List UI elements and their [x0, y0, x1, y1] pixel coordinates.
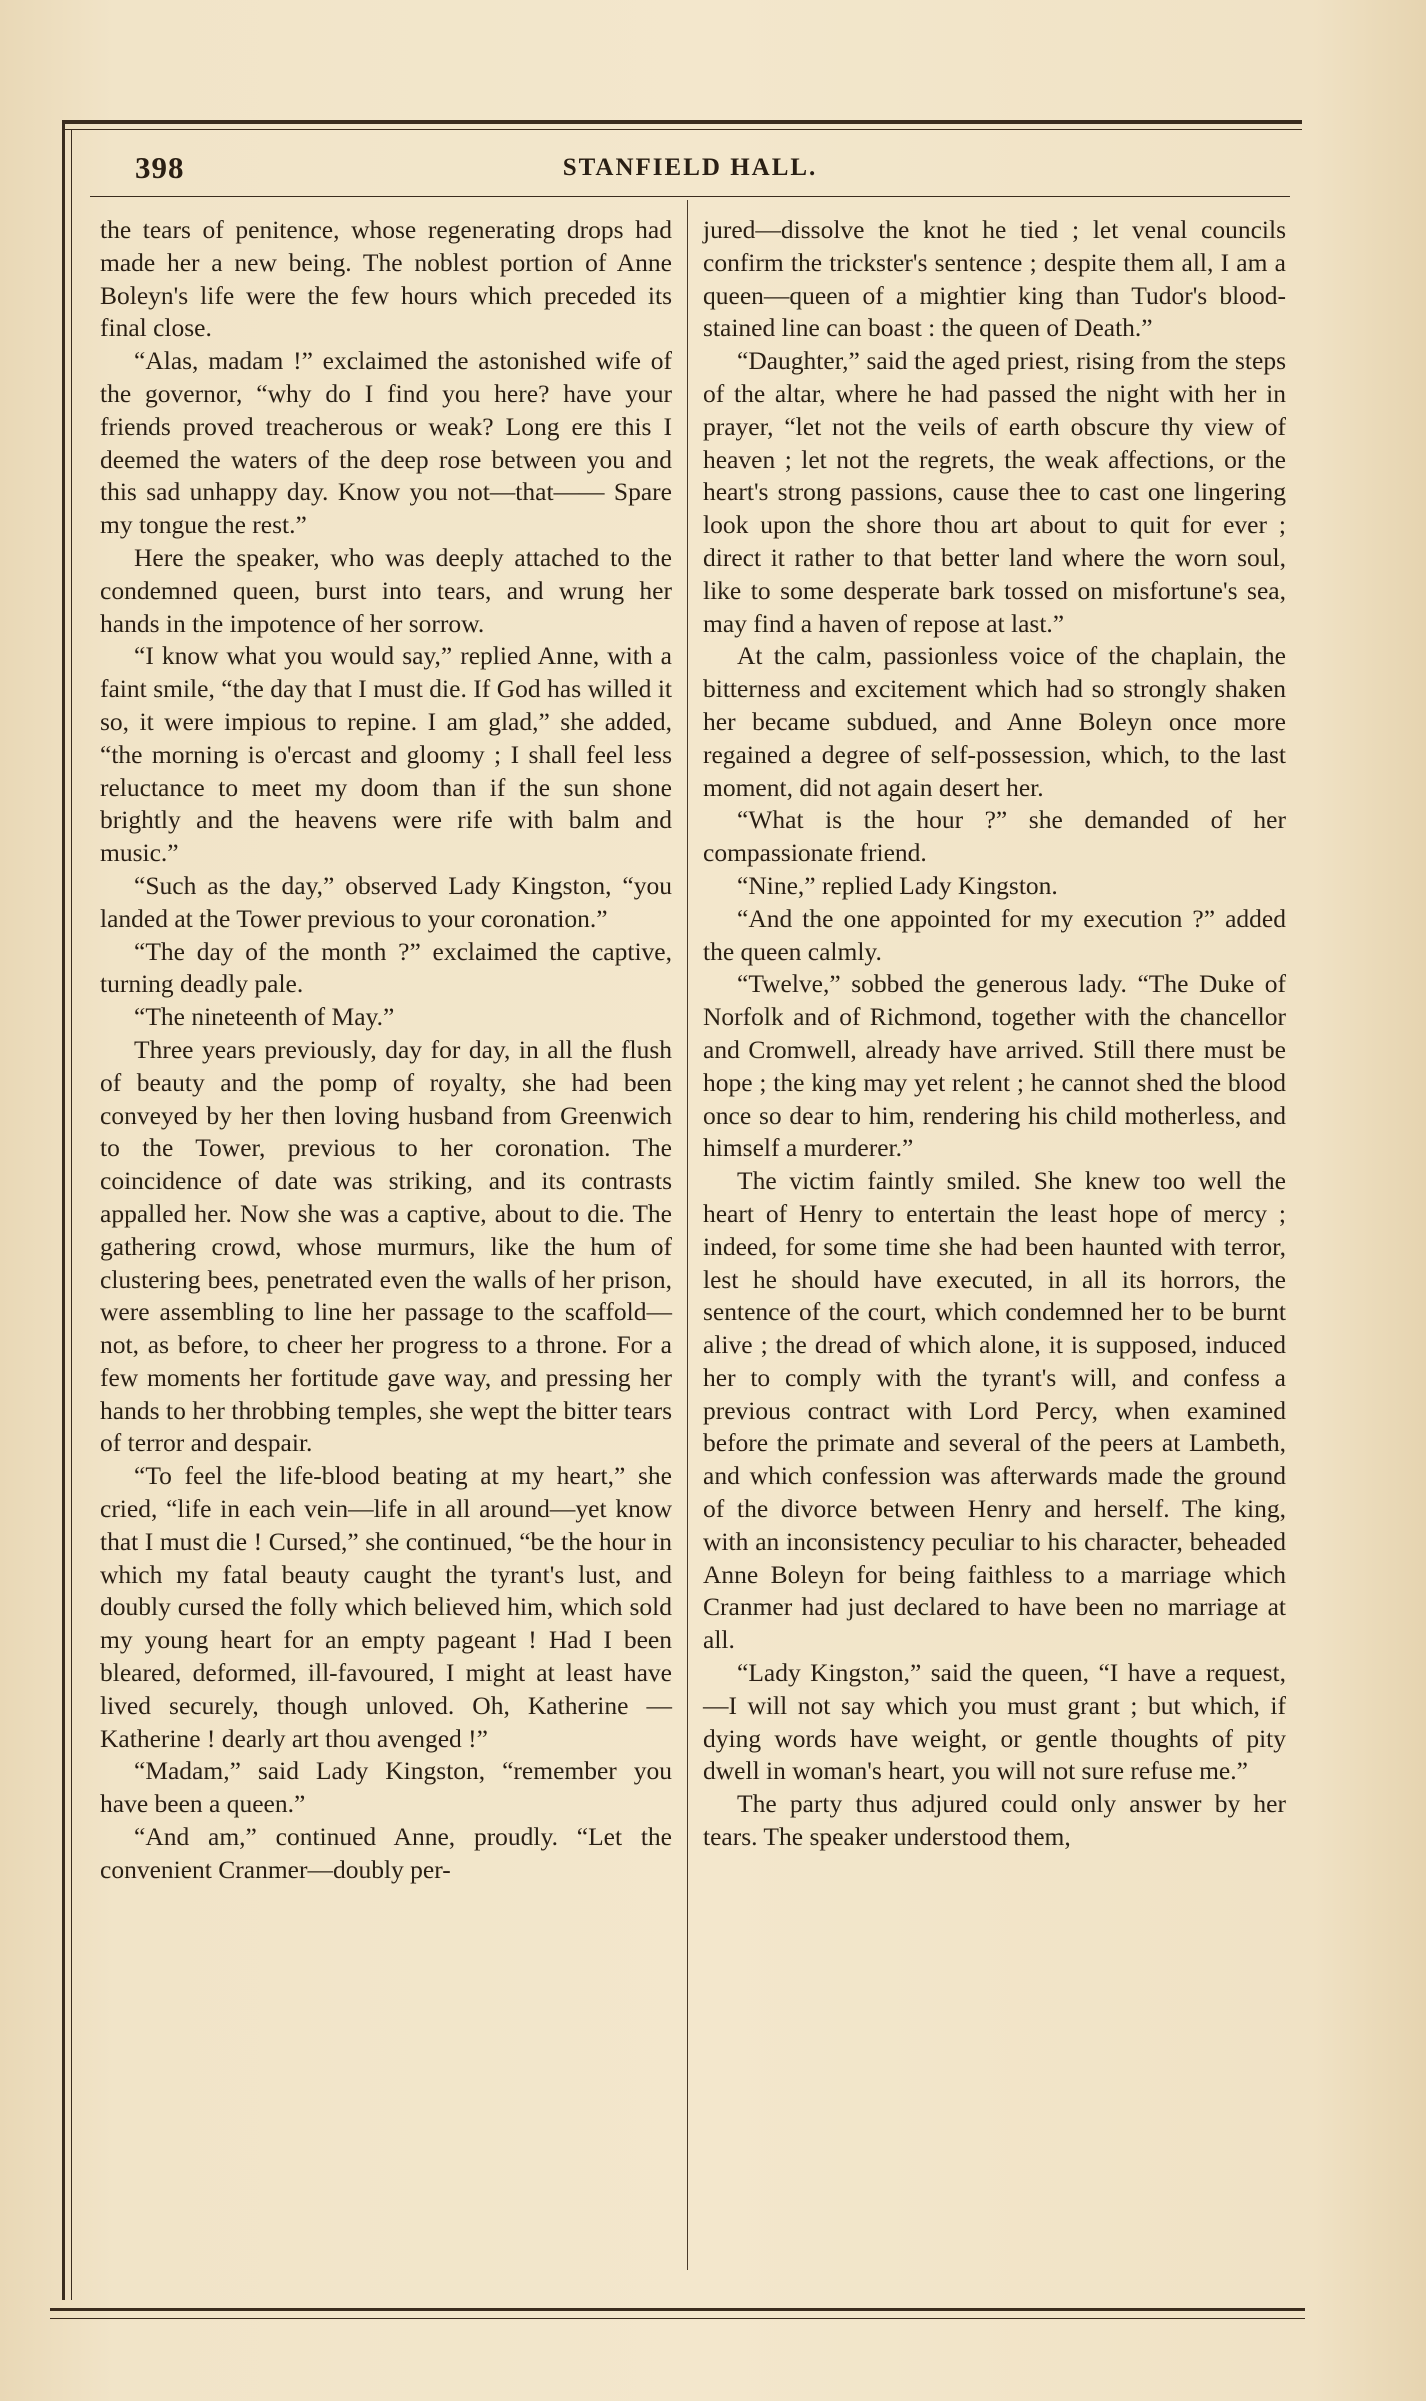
frame-bottom-rule — [50, 2308, 1305, 2311]
paragraph: The party thus adjured could only answer by her tears. The speaker understood them, — [703, 1789, 1286, 1852]
right-column — [703, 214, 1286, 1854]
paragraph: At the calm, passionless voice of the chaplain, the bitterness and excitement which had so strongly shaken her became subdued, and Anne Boleyn once more regained a degree of self-possession, which, to the last moment, did not again desert her. — [703, 641, 1286, 802]
paragraph: the tears of penitence, whose regenerating drops had made her a new being. The noblest portion of Anne Boleyn's life were the few hours which preceded its final close. — [100, 215, 672, 343]
page-number: 398 — [135, 150, 185, 185]
page-header — [90, 150, 1290, 196]
paragraph: “Lady Kingston,” said the queen, “I have a request,—I will not say which you must grant ; but which, if dying words have weight, or gentle thoughts of pity dwell in woman's heart, you will not sure refuse me.” — [703, 1658, 1286, 1786]
paragraph: “And the one appointed for my execution ?” added the queen calmly. — [703, 903, 1286, 966]
frame-top-rule — [62, 120, 1302, 124]
paragraph: “Alas, madam !” exclaimed the astonished wife of the governor, “why do I find you here? have your friends proved treacherous or weak? Long ere this I deemed the waters of the deep rose between you and this sad unhappy day. Know you not—that—— Spare my tongue the rest.” — [100, 346, 672, 540]
paragraph: “What is the hour ?” she demanded of her compassionate friend. — [703, 805, 1286, 868]
paragraph: “Madam,” said Lady Kingston, “remember you have been a queen.” — [100, 1756, 672, 1819]
frame-top-rule-thin — [62, 129, 1302, 130]
paragraph: The victim faintly smiled. She knew too well the heart of Henry to entertain the least hope of mercy ; indeed, for some time she had been haunted with terror, lest he should have executed, in all its horrors, the sentence of the court, which condemned her to be burnt alive ; the dread of which alone, it is supposed, induced her to comply with the tyrant's will, and confess a previous contract with Lord Percy, when examined before the primate and several of the peers at Lambeth, and which confession was afterwards made the ground of the divorce between Henry and herself. The king, with an inconsistency peculiar to his character, beheaded Anne Boleyn for being faithless to a marriage which Cranmer had just declared to have been no marriage at all. — [703, 1166, 1286, 1655]
paragraph: “Twelve,” sobbed the generous lady. “The Duke of Norfolk and of Richmond, together with the chancellor and Cromwell, already have arrived. Still there must be hope ; the king may yet relent ; he cannot shed the blood once so dear to him, rendering his child motherless, and himself a murderer.” — [703, 969, 1286, 1163]
running-head: STANFIELD HALL. — [562, 154, 818, 181]
paragraph: “To feel the life-blood beating at my heart,” she cried, “life in each vein—life in all around—yet know that I must die ! Cursed,” she continued, “be the hour in which my fatal beauty caught the tyrant's lust, and doubly cursed the folly which believed him, which sold my young heart for an empty pageant ! Had I been bleared, deformed, ill-favoured, I might at least have lived securely, though unloved. Oh, Katherine — Katherine ! dearly art thou avenged !” — [100, 1461, 672, 1753]
left-column — [100, 214, 672, 1887]
column-divider — [687, 200, 688, 2270]
paragraph: “Such as the day,” observed Lady Kingston, “you landed at the Tower previous to your coronation.” — [100, 870, 672, 933]
frame-left-rule — [62, 120, 65, 2300]
paragraph: “Nine,” replied Lady Kingston. — [737, 870, 1058, 900]
frame-left-rule-thin — [71, 129, 72, 2300]
paragraph: “The nineteenth of May.” — [134, 1002, 395, 1032]
paragraph: Three years previously, day for day, in all the flush of beauty and the pomp of royalty, she had been conveyed by her then loving husband from Greenwich to the Tower, previous to her coronation. The coincidence of date was striking, and its contrasts appalled her. Now she was a captive, about to die. The gathering crowd, whose murmurs, like the hum of clustering bees, penetrated even the walls of her prison, were assembling to line her passage to the scaffold—not, as before, to cheer her progress to a throne. For a few moments her fortitude gave way, and pressing her hands to her throbbing temples, she wept the bitter tears of terror and despair. — [100, 1034, 672, 1458]
frame-bottom-rule-thin — [50, 2318, 1305, 2319]
paragraph: “I know what you would say,” replied Anne, with a faint smile, “the day that I must die. If God has willed it so, it were impious to repine. I am glad,” she added, “the morning is o'ercast and gloomy ; I shall feel less reluctance to meet my doom than if the sun shone brightly and the heavens were rife with balm and music.” — [100, 641, 672, 868]
paragraph: Here the speaker, who was deeply attached to the condemned queen, burst into tears, and wrung her hands in the impotence of her sorrow. — [100, 542, 672, 638]
paragraph: jured—dissolve the knot he tied ; let venal councils confirm the trickster's sentence ; despite them all, I am a queen—queen of a mightier king than Tudor's blood-stained line can boast : the queen of Death.” — [703, 215, 1286, 343]
paragraph: “Daughter,” said the aged priest, rising from the steps of the altar, where he had passed the night with her in prayer, “let not the veils of earth obscure thy view of heaven ; let not the regrets, the weak affections, or the heart's strong passions, cause thee to cast one lingering look upon the shore thou art about to quit for ever ; direct it rather to that better land where the worn soul, like to some desperate bark tossed on misfortune's sea, may find a haven of repose at last.” — [703, 346, 1286, 638]
paragraph: “The day of the month ?” exclaimed the captive, turning deadly pale. — [100, 936, 672, 999]
header-rule — [90, 196, 1290, 197]
paragraph: “And am,” continued Anne, proudly. “Let the convenient Cranmer—doubly per- — [100, 1822, 672, 1884]
